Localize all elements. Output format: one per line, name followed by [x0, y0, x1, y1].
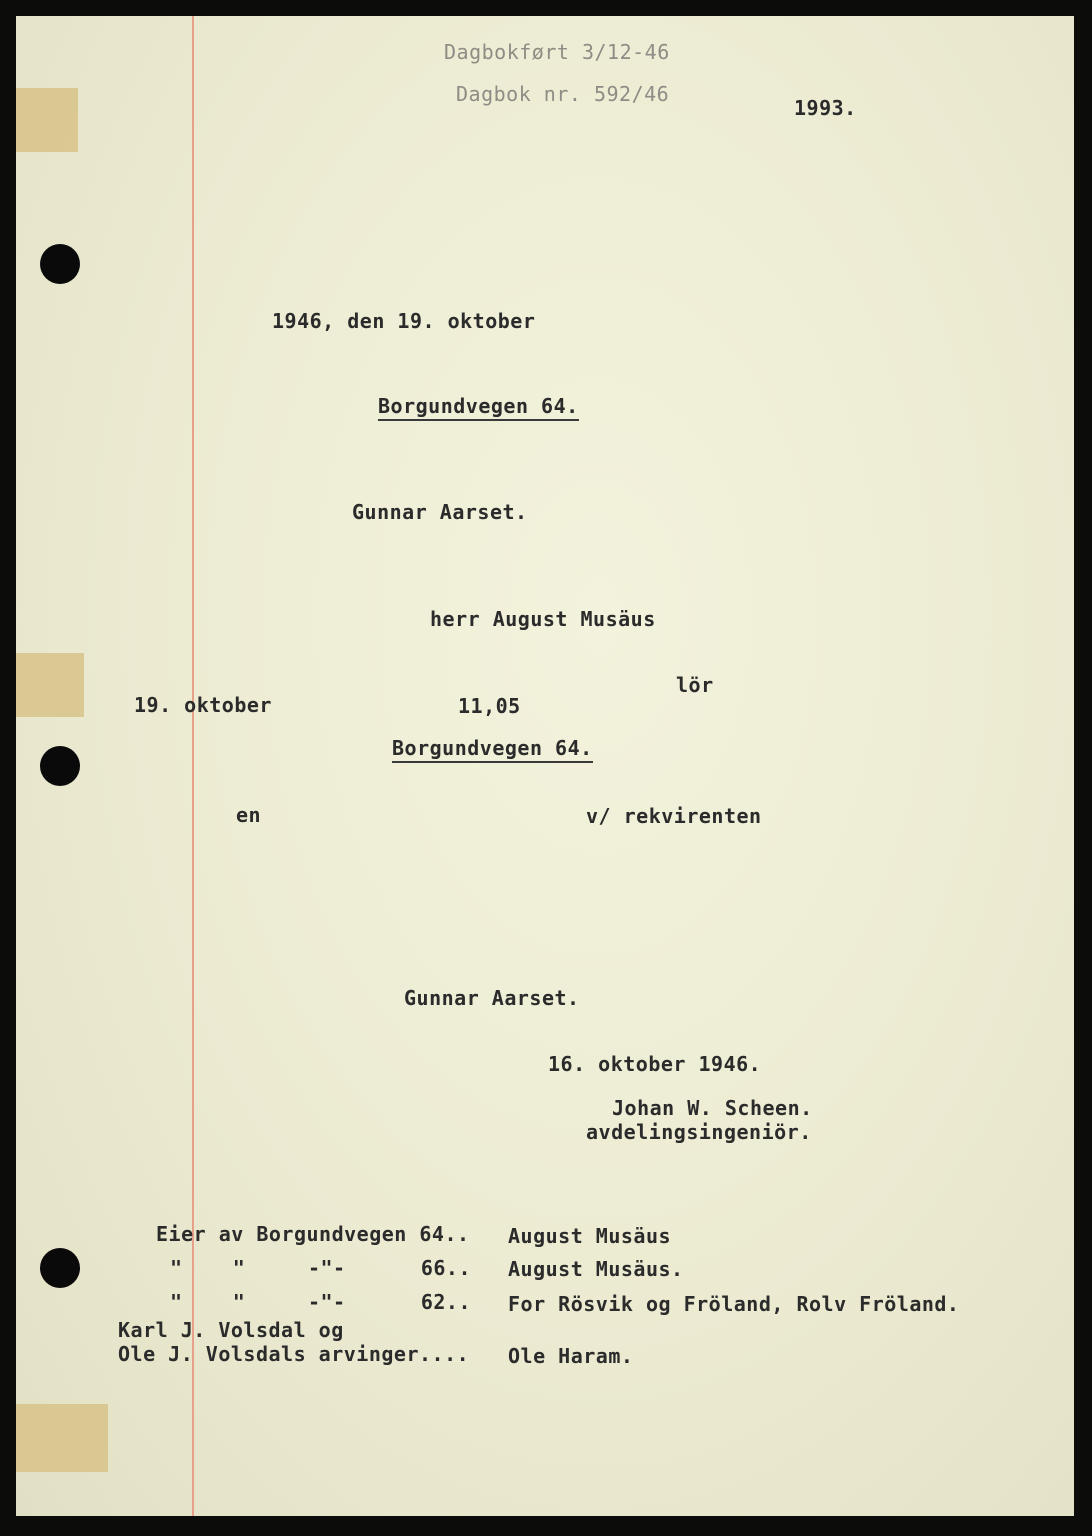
signer-title: avdelingsingeniör.: [586, 1120, 812, 1144]
signer-name: Johan W. Scheen.: [612, 1096, 813, 1120]
name-2: Gunnar Aarset.: [404, 986, 580, 1010]
tape-strip: [16, 88, 78, 152]
owner-last-right: Ole Haram.: [508, 1344, 634, 1368]
owner-row-left: " " -"- 66..: [170, 1256, 471, 1280]
date-signed: 16. oktober 1946.: [548, 1052, 762, 1076]
address-1: Borgundvegen 64.: [378, 394, 579, 421]
time: 11,05: [458, 694, 521, 718]
recipient: herr August Musäus: [430, 607, 656, 631]
date-short: 19. oktober: [134, 693, 272, 717]
dagbok-number-stamp: Dagbok nr. 592/46: [456, 82, 670, 106]
punch-hole: [40, 746, 80, 786]
tape-strip: [16, 653, 84, 717]
punch-hole: [40, 1248, 80, 1288]
owner-row-right: August Musäus: [508, 1224, 672, 1248]
punch-hole: [40, 244, 80, 284]
weekday: lör: [676, 673, 714, 697]
rekvirenten: v/ rekvirenten: [586, 804, 762, 828]
owner-last-left-2: Ole J. Volsdals arvinger....: [118, 1342, 470, 1366]
owner-row-left: Eier av Borgundvegen 64..: [156, 1222, 470, 1246]
owner-row-left: " " -"- 62..: [170, 1290, 471, 1314]
dagbokfort-stamp: Dagbokført 3/12-46: [444, 40, 670, 64]
owner-row-right: August Musäus.: [508, 1257, 684, 1281]
document-page: [16, 16, 1074, 1516]
name-1: Gunnar Aarset.: [352, 500, 528, 524]
date-line: 1946, den 19. oktober: [272, 309, 536, 333]
tape-strip: [16, 1404, 108, 1472]
page-number: 1993.: [794, 96, 857, 120]
owner-last-left-1: Karl J. Volsdal og: [118, 1318, 344, 1342]
owner-row-right: For Rösvik og Fröland, Rolv Fröland.: [508, 1292, 960, 1316]
address-2: Borgundvegen 64.: [392, 736, 593, 763]
en-word: en: [236, 803, 262, 827]
